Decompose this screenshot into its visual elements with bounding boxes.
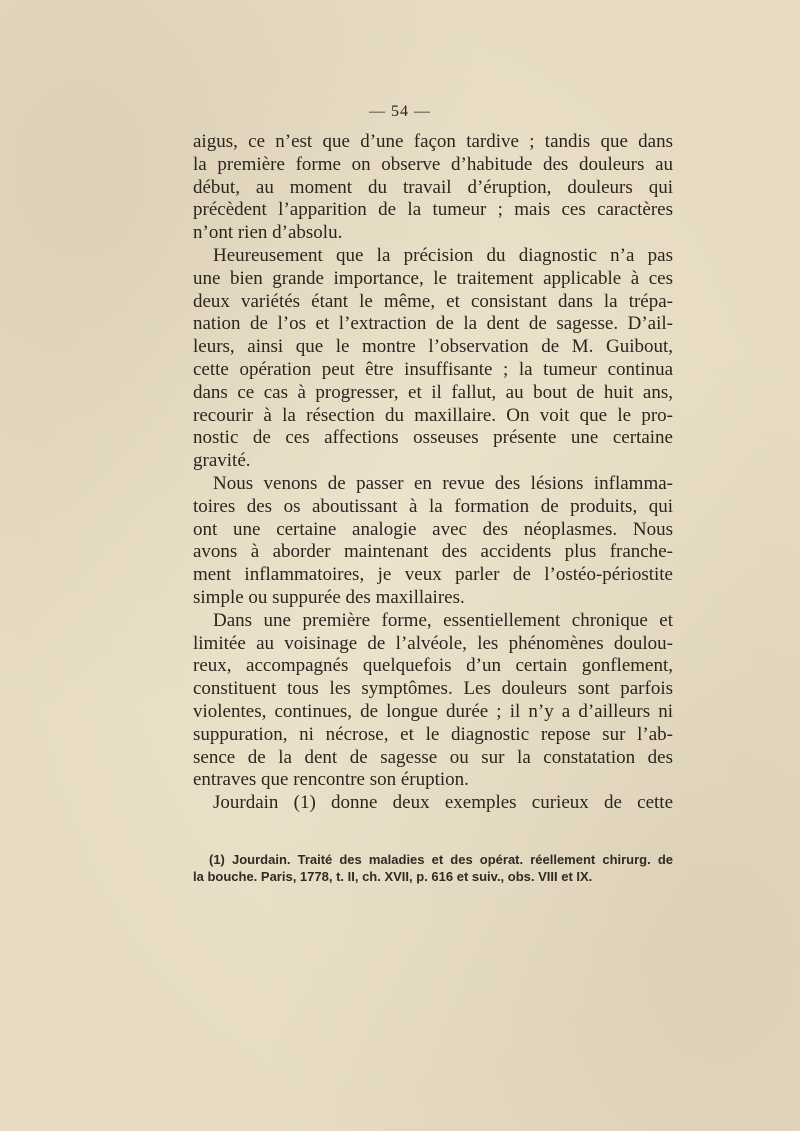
text-line: entraves que rencontre son éruption.: [193, 769, 469, 791]
text-line: Dans une première forme, essentiellement chronique et: [213, 609, 673, 631]
text-line: cette opération peut être insuffisante ; la tumeur continua: [193, 358, 673, 380]
text-line: Heureusement que la précision du diagnostic n’a pas: [213, 244, 673, 266]
text-line: nostic de ces affections osseuses présente une certaine: [193, 427, 673, 449]
text-line: gravité.: [193, 450, 251, 472]
text-line: reux, accompagnés quelquefois d’un certain gonflement,: [193, 655, 673, 677]
footnote-line: (1) Jourdain. Traité des maladies et des opérat. réellement chirurg. de: [209, 852, 673, 867]
footnote-line: la bouche. Paris, 1778, t. II, ch. XVII, p. 616 et suiv., obs. VIII et IX.: [193, 869, 593, 884]
text-line: précèdent l’apparition de la tumeur ; mais ces caractères: [193, 199, 673, 221]
text-line: suppuration, ni nécrose, et le diagnostic repose sur l’ab-: [193, 723, 673, 745]
footnotes: [193, 851, 673, 885]
text-line: nation de l’os et l’extraction de la dent de sagesse. D’ail-: [193, 313, 673, 335]
body-text: [193, 131, 673, 815]
text-line: dans ce cas à progresser, et il fallut, au bout de huit ans,: [193, 381, 673, 403]
text-line: ment inflammatoires, je veux parler de l’ostéo-périostite: [193, 564, 673, 586]
text-line: recourir à la résection du maxillaire. On voit que le pro-: [193, 404, 673, 426]
text-line: la première forme on observe d’habitude des douleurs au: [193, 153, 673, 175]
text-line: toires des os aboutissant à la formation de produits, qui: [193, 495, 673, 517]
text-line: sence de la dent de sagesse ou sur la constatation des: [193, 746, 673, 768]
text-line: leurs, ainsi que le montre l’observation de M. Guibout,: [193, 336, 673, 358]
text-line: aigus, ce n’est que d’une façon tardive ; tandis que dans: [193, 131, 673, 152]
text-line: simple ou suppurée des maxillaires.: [193, 586, 465, 608]
text-line: début, au moment du travail d’éruption, douleurs qui: [193, 176, 673, 198]
text-line: une bien grande importance, le traitement applicable à ces: [193, 267, 673, 289]
text-line: Nous venons de passer en revue des lésions inflamma-: [213, 472, 673, 494]
text-line: ont une certaine analogie avec des néoplasmes. Nous: [193, 518, 673, 540]
text-line: deux variétés étant le même, et consistant dans la trépa-: [193, 290, 673, 312]
text-line: Jourdain (1) donne deux exemples curieux de cette: [213, 792, 673, 814]
text-line: violentes, continues, de longue durée ; il n’y a d’ailleurs ni: [193, 700, 673, 722]
text-line: constituent tous les symptômes. Les douleurs sont parfois: [193, 678, 673, 700]
page-number: — 54 —: [369, 103, 431, 120]
text-line: avons à aborder maintenant des accidents plus franche-: [193, 541, 673, 563]
text-line: n’ont rien d’absolu.: [193, 222, 343, 244]
text-line: limitée au voisinage de l’alvéole, les phénomènes doulou-: [193, 632, 673, 654]
